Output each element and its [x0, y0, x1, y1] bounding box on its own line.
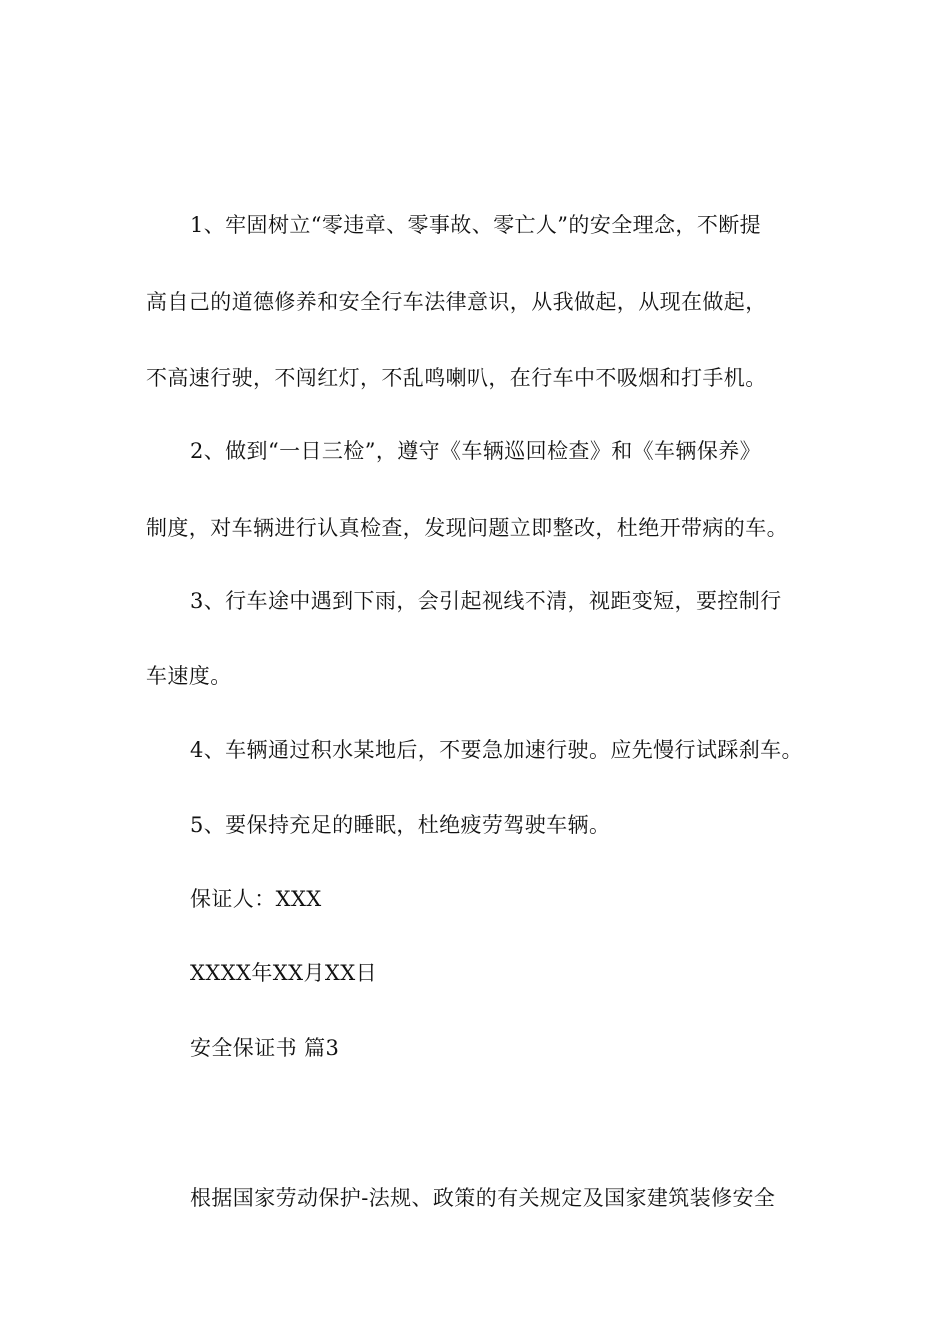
date-line: XXXX年XX月XX日	[190, 961, 378, 985]
item-2-line-2: 制度，对车辆进行认真检查，发现问题立即整改，杜绝开带病的车。	[146, 516, 788, 540]
item-3-line-1: 3、行车途中遇到下雨，会引起视线不清，视距变短，要控制行	[190, 589, 782, 613]
section-title: 安全保证书 篇3	[190, 1036, 340, 1060]
item-2-line-1: 2、做到“一日三检”，遵守《车辆巡回检查》和《车辆保养》	[190, 439, 762, 463]
item-5-line-1: 5、要保持充足的睡眠，杜绝疲劳驾驶车辆。	[190, 813, 611, 837]
item-3-line-2: 车速度。	[146, 664, 232, 688]
section-3-line-1: 根据国家劳动保护-法规、政策的有关规定及国家建筑装修安全	[190, 1186, 776, 1210]
item-1-line-2: 高自己的道德修养和安全行车法律意识，从我做起，从现在做起，	[146, 290, 767, 314]
item-4-line-1: 4、车辆通过积水某地后，不要急加速行驶。应先慢行试踩刹车。	[190, 738, 803, 762]
item-1-line-1: 1、牢固树立“零违章、零事故、零亡人”的安全理念，不断提	[190, 213, 762, 237]
guarantor-line: 保证人：XXX	[190, 887, 322, 911]
item-1-line-3: 不高速行驶，不闯红灯，不乱鸣喇叭，在行车中不吸烟和打手机。	[146, 366, 767, 390]
